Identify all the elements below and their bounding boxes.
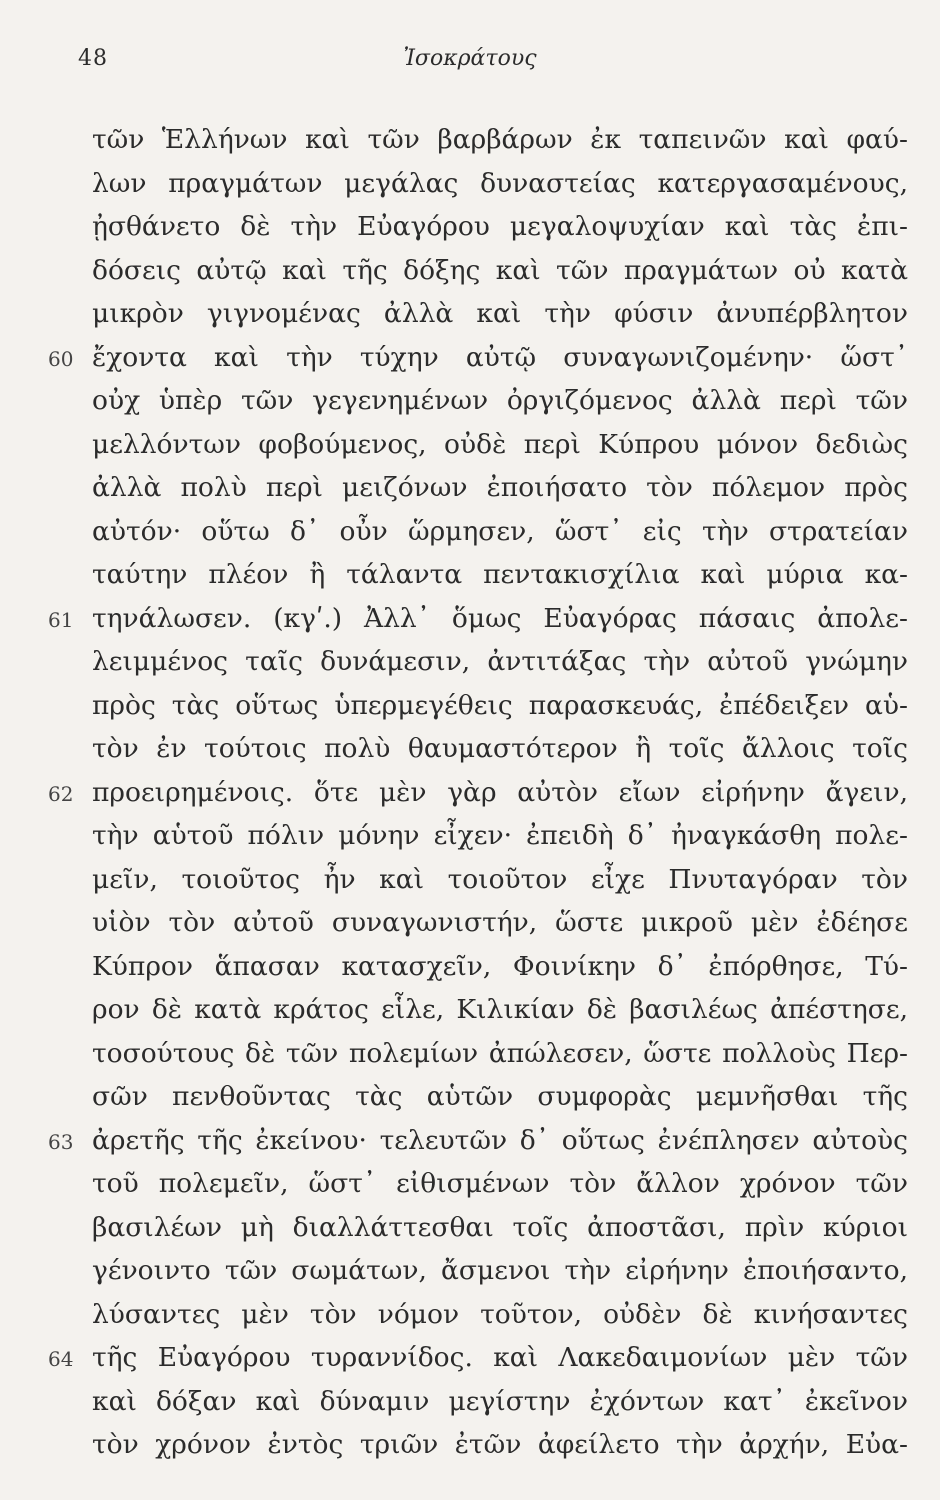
line-text: μελλόντων φοβούμενος, οὐδὲ περὶ Κύπρου μόνον δεδιὼς (92, 428, 908, 460)
text-line (92, 1249, 908, 1293)
line-text: σῶν πενθοῦντας τὰς αὑτῶν συμφορὰς μεμνῆσθαι τῆς (92, 1081, 908, 1112)
body-text (48, 118, 908, 1467)
text-line (92, 945, 908, 989)
line-text: τὴν αὑτοῦ πόλιν μόνην εἶχεν· ἐπειδὴ δ᾿ ἠναγκάσθη πολε- (92, 820, 908, 851)
page-number: 48 (78, 46, 108, 71)
line-text: βασιλέων μὴ διαλλάττεσθαι τοῖς ἀποστᾶσι, πρὶν κύριοι (92, 1211, 908, 1243)
text-line (48, 597, 908, 641)
text-line (92, 1380, 908, 1424)
text-line (92, 640, 908, 684)
text-line (92, 727, 908, 771)
line-text: τοῦ πολεμεῖν, ὥστ᾿ εἰθισμένων τὸν ἄλλον χρόνον τῶν (92, 1168, 908, 1199)
line-text: οὐχ ὑπὲρ τῶν γεγενημένων ὀργιζόμενος ἀλλὰ περὶ τῶν (92, 385, 908, 416)
text-line (92, 553, 908, 597)
line-text: τῆς Εὐαγόρου τυραννίδος. καὶ Λακεδαιμονίων μὲν τῶν (92, 1342, 908, 1373)
line-text: ρον δὲ κατὰ κράτος εἷλε, Κιλικίαν δὲ βασιλέως ἀπέστησε, (92, 994, 908, 1025)
line-text: λειμμένος ταῖς δυνάμεσιν, ἀντιτάξας τὴν αὐτοῦ γνώμην (92, 646, 908, 677)
line-text: μεῖν, τοιοῦτος ἦν καὶ τοιοῦτον εἶχε Πνυταγόραν τὸν (92, 863, 908, 895)
text-line (92, 858, 908, 902)
text-line (92, 1032, 908, 1076)
line-text: μικρὸν γιγνομένας ἀλλὰ καὶ τὴν φύσιν ἀνυπέρβλητον (92, 298, 908, 329)
text-line (48, 336, 908, 380)
line-text: ἀλλὰ πολὺ περὶ μειζόνων ἐποιήσατο τὸν πόλεμον πρὸς (92, 472, 908, 503)
text-line (92, 1293, 908, 1337)
text-line (92, 466, 908, 510)
text-line (92, 814, 908, 858)
line-text: ταύτην πλέον ἢ τάλαντα πεντακισχίλια καὶ μύρια κα- (92, 559, 908, 590)
line-text: γένοιντο τῶν σωμάτων, ἄσμενοι τὴν εἰρήνην ἐποιήσαντο, (92, 1255, 908, 1286)
text-line (92, 1075, 908, 1119)
line-text: τὸν ἐν τούτοις πολὺ θαυμαστότερον ἢ τοῖς ἄλλοις τοῖς (92, 733, 908, 764)
text-line (92, 205, 908, 249)
text-line (92, 292, 908, 336)
section-number: 62 (48, 781, 74, 806)
running-head: Ἰσοκράτους (403, 46, 537, 71)
text-line (92, 423, 908, 467)
text-line (48, 1336, 908, 1380)
text-line (92, 988, 908, 1032)
line-text: ἔχοντα καὶ τὴν τύχην αὐτῷ συναγωνιζομένην· ὥστ᾿ (92, 341, 908, 373)
section-number: 63 (48, 1129, 74, 1154)
section-number: 61 (48, 607, 74, 632)
text-line (92, 684, 908, 728)
line-text: καὶ δόξαν καὶ δύναμιν μεγίστην ἐχόντων κατ᾿ ἐκεῖνον (92, 1385, 908, 1417)
line-text: λύσαντες μὲν τὸν νόμον τοῦτον, οὐδὲν δὲ κινήσαντες (92, 1298, 908, 1330)
line-text: αὐτόν· οὕτω δ᾿ οὖν ὥρμησεν, ὥστ᾿ εἰς τὴν στρατείαν (92, 515, 908, 547)
line-text: προειρημένοις. ὅτε μὲν γὰρ αὐτὸν εἴων εἰρήνην ἄγειν, (92, 776, 908, 808)
text-line (92, 1206, 908, 1250)
line-text: τοσούτους δὲ τῶν πολεμίων ἀπώλεσεν, ὥστε πολλοὺς Περ- (92, 1037, 908, 1069)
text-line (92, 901, 908, 945)
text-line (92, 249, 908, 293)
line-text: τὸν χρόνον ἐντὸς τριῶν ἐτῶν ἀφείλετο τὴν ἀρχήν, Εὐα- (92, 1429, 908, 1460)
text-line (92, 1423, 908, 1467)
line-text: ἀρετῆς τῆς ἐκείνου· τελευτῶν δ᾿ οὕτως ἐνέπλησεν αὐτοὺς (92, 1124, 908, 1156)
line-text: λων πραγμάτων μεγάλας δυναστείας κατεργασαμένους, (92, 167, 908, 199)
line-text: δόσεις αὐτῷ καὶ τῆς δόξης καὶ τῶν πραγμάτων οὐ κατὰ (92, 254, 908, 286)
line-text: Κύπρον ἅπασαν κατασχεῖν, Φοινίκην δ᾿ ἐπόρθησε, Τύ- (92, 950, 908, 982)
text-line (48, 1119, 908, 1163)
text-line (92, 162, 908, 206)
text-line (92, 510, 908, 554)
text-line (92, 1162, 908, 1206)
section-number: 60 (48, 346, 74, 371)
line-text: ᾐσθάνετο δὲ τὴν Εὐαγόρου μεγαλοψυχίαν καὶ τὰς ἐπι- (92, 211, 908, 242)
text-line (92, 118, 908, 162)
line-text: τηνάλωσεν. (κγʹ.) Ἀλλ᾿ ὅμως Εὐαγόρας πάσαις ἀπολε- (92, 602, 908, 634)
text-line (92, 379, 908, 423)
line-text: υἱὸν τὸν αὐτοῦ συναγωνιστήν, ὥστε μικροῦ μὲν ἐδέησε (92, 907, 908, 938)
line-text: πρὸς τὰς οὕτως ὑπερμεγέθεις παρασκευάς, ἐπέδειξεν αὑ- (92, 689, 908, 721)
line-text: τῶν Ἑλλήνων καὶ τῶν βαρβάρων ἐκ ταπεινῶν καὶ φαύ- (92, 124, 908, 155)
text-line (48, 771, 908, 815)
section-number: 64 (48, 1347, 74, 1371)
